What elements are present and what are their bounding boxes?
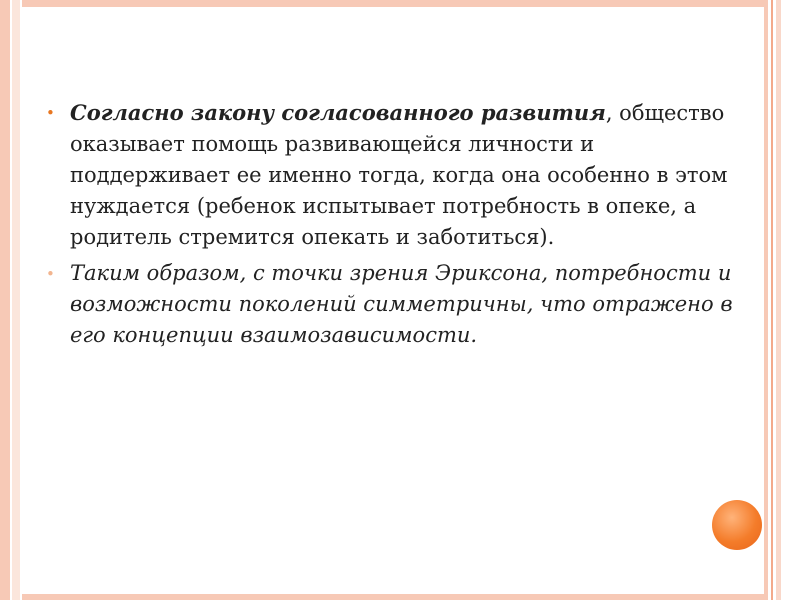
bullet-icon: • bbox=[46, 265, 55, 283]
right-frame-stripe-a bbox=[764, 0, 768, 600]
bottom-frame-stripe bbox=[22, 594, 764, 600]
right-frame-stripe-b bbox=[771, 0, 773, 600]
right-frame-margin bbox=[784, 0, 800, 600]
paragraph-2-text: Таким образом, с точки зрения Эриксона, потребности и возможности поколений симметричны, что отражено в его концепции взаимозависимости. bbox=[70, 261, 733, 347]
top-frame-stripe bbox=[22, 0, 764, 7]
paragraph-1 bbox=[44, 97, 734, 253]
paragraph-1-text: , общество оказывает помощь развивающейся личности и поддерживает ее именно тогда, когда она особенно в этом нуждается (ребенок испытывает потребность в опеке, а родитель стремится опекать и заботиться). bbox=[70, 101, 728, 249]
left-frame-stripe-inner bbox=[12, 0, 20, 600]
right-frame-stripe-c bbox=[776, 0, 781, 600]
accent-circle-icon bbox=[712, 500, 762, 550]
left-frame-stripe bbox=[0, 0, 10, 600]
paragraph-2 bbox=[44, 258, 734, 351]
slide-body bbox=[44, 97, 734, 356]
bullet-icon: • bbox=[46, 104, 55, 122]
paragraph-1-lead: Согласно закону согласованного развития bbox=[70, 100, 606, 125]
